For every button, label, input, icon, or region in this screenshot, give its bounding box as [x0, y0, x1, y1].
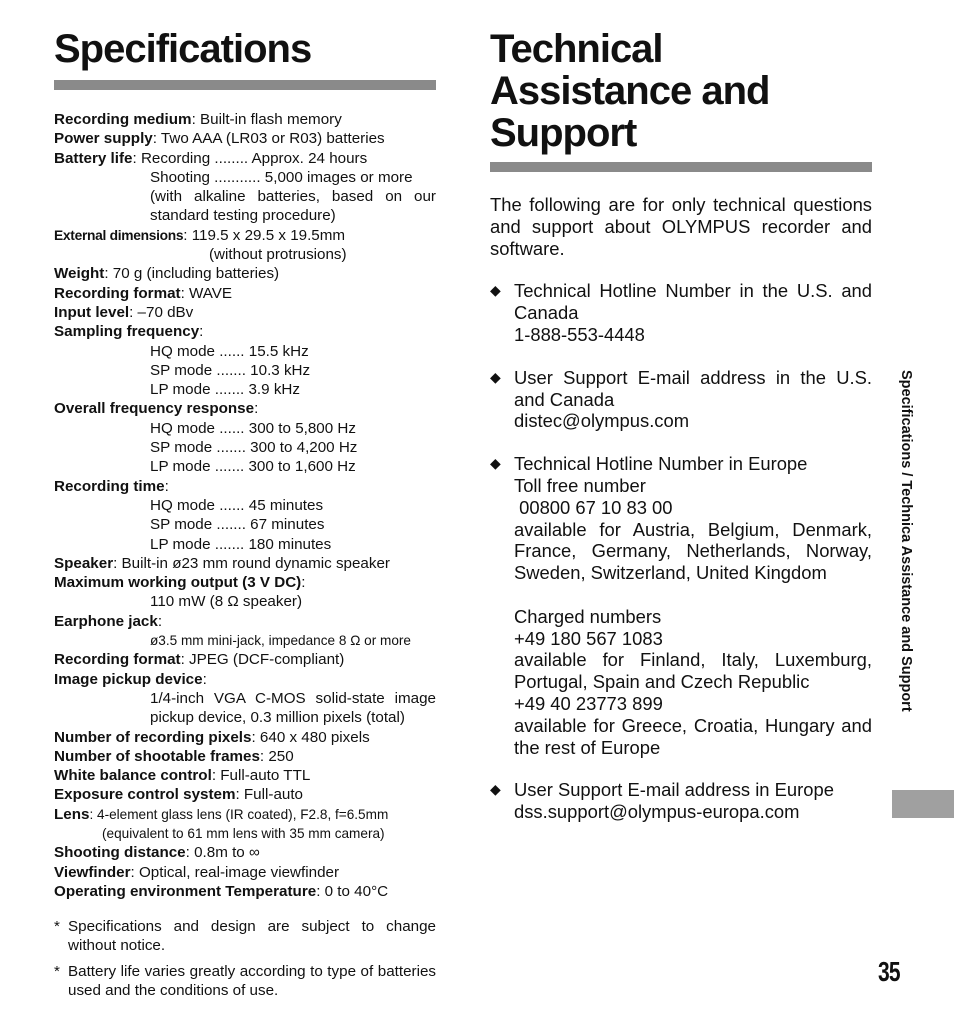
spec-value: : 119.5 x 29.5 x 19.5mm: [183, 226, 346, 244]
availability-text: available for Finland, Italy, Luxemburg, Portugal, Spain and Czech Republic: [514, 649, 872, 693]
support-item-title: Technical Hotline Number in Europe: [514, 453, 808, 475]
spec-time-sp: SP mode ....... 67 minutes: [150, 516, 325, 534]
spec-label: Viewfinder: [54, 863, 131, 881]
spec-colon: :: [164, 477, 169, 495]
spec-label: Maximum working output (3 V DC): [54, 574, 302, 592]
spec-lens-note: (equivalent to 61 mm lens with 35 mm camera): [102, 825, 385, 841]
toll-free-label: Toll free number: [514, 474, 646, 496]
spec-external-dimensions: [54, 226, 436, 245]
spec-label: Number of shootable frames: [54, 747, 260, 765]
spec-recording-format-image: [54, 650, 436, 669]
spec-value: : Optical, real-image viewfinder: [130, 863, 340, 881]
spec-value: : WAVE: [180, 284, 233, 302]
email-address: dss.support@olympus-europa.com: [514, 801, 800, 823]
footnote-mark: *: [54, 918, 60, 936]
footnote-mark: *: [54, 962, 60, 980]
diamond-bullet-icon: ◆: [490, 455, 501, 472]
support-item-body: [514, 367, 872, 432]
spec-label: Battery life: [54, 149, 133, 167]
spec-value: : Full-auto TTL: [211, 767, 311, 785]
support-title: [490, 28, 872, 154]
spec-sampling-hq: HQ mode ...... 15.5 kHz: [150, 342, 309, 360]
spec-freq-lp: LP mode ....... 300 to 1,600 Hz: [150, 458, 356, 476]
spec-recording-time: [54, 477, 436, 496]
spec-overall-frequency: [54, 399, 436, 418]
spec-label: External dimensions: [54, 227, 184, 243]
support-item-body: [514, 453, 872, 758]
footnotes: [54, 917, 436, 1000]
spec-colon: :: [202, 670, 207, 688]
spec-speaker: [54, 554, 436, 573]
spec-recording-medium: [54, 110, 436, 129]
spec-lens: [54, 805, 436, 824]
phone-number: 00800 67 10 83 00: [514, 496, 673, 518]
spec-label: Speaker: [54, 554, 114, 572]
spec-freq-sp: SP mode ....... 300 to 4,200 Hz: [150, 439, 358, 457]
spec-label: Weight: [54, 265, 105, 283]
spec-battery-shooting: Shooting ........... 5,000 images or more: [150, 168, 413, 186]
spec-time-hq: HQ mode ...... 45 minutes: [150, 496, 324, 514]
support-item-title: Technical Hotline Number in the U.S. and Canada: [514, 280, 872, 324]
spec-value: : 250: [259, 747, 294, 765]
spec-label: Operating environment Temperature: [54, 882, 317, 900]
title-underline-bar: [54, 80, 436, 90]
support-item-title: User Support E-mail address in the U.S. and Canada: [514, 366, 872, 410]
spec-value: : 0 to 40°C: [316, 882, 389, 900]
spec-earphone-value: ø3.5 mm mini-jack, impedance 8 Ω or more: [150, 633, 411, 649]
spec-recording-format: [54, 284, 436, 303]
support-item-body: [514, 280, 872, 345]
spec-colon: :: [157, 612, 163, 630]
spec-label: Number of recording pixels: [54, 728, 252, 746]
title-underline-bar: [490, 162, 872, 172]
support-item-europe-email: [490, 779, 872, 823]
spec-image-pickup-value: 1/4-inch VGA C-MOS solid-state image pickup device, 0.3 million pixels (total): [150, 689, 436, 727]
spec-value: : 640 x 480 pixels: [251, 728, 370, 746]
spec-time-lp: LP mode ....... 180 minutes: [150, 535, 332, 553]
spec-label: Earphone jack: [54, 612, 158, 630]
spec-value: : Two AAA (LR03 or R03) batteries: [152, 130, 385, 148]
spec-freq-hq: HQ mode ...... 300 to 5,800 Hz: [150, 419, 356, 437]
spec-earphone-jack: [54, 612, 436, 631]
spec-max-output: [54, 573, 436, 592]
spec-value: : Recording ........ Approx. 24 hours: [132, 149, 368, 167]
spec-value: : 0.8m to ∞: [185, 844, 260, 862]
footnote-text: Specifications and design are subject to change without notice.: [68, 918, 436, 955]
spec-label: Sampling frequency: [54, 323, 200, 341]
spec-viewfinder: [54, 863, 436, 882]
spec-dimensions-note: (without protrusions): [209, 246, 347, 264]
specifications-list: [54, 110, 436, 901]
spec-battery-note: (with alkaline batteries, based on our standard testing procedure): [150, 188, 436, 225]
spec-value: : Built-in ø23 mm round dynamic speaker: [113, 554, 390, 572]
spec-label: Lens: [54, 805, 90, 823]
spec-power-supply: [54, 129, 436, 148]
spacer: [514, 584, 872, 606]
charged-numbers-label: Charged numbers: [514, 605, 662, 627]
diamond-bullet-icon: ◆: [490, 282, 501, 299]
spec-value: : –70 dBv: [129, 303, 194, 321]
support-title-line: Technical: [490, 27, 663, 71]
spec-label: Recording format: [54, 651, 181, 669]
spec-weight: [54, 264, 436, 283]
spec-sampling-frequency: [54, 322, 436, 341]
spec-max-output-value: 110 mW (8 Ω speaker): [150, 593, 303, 611]
spec-label: Overall frequency response: [54, 400, 255, 418]
email-address: distec@olympus.com: [514, 410, 690, 432]
support-item-us-email: [490, 367, 872, 432]
diamond-bullet-icon: ◆: [490, 368, 501, 385]
spec-input-level: [54, 303, 436, 322]
spec-colon: :: [254, 400, 259, 418]
availability-text: available for Greece, Croatia, Hungary and the rest of Europe: [514, 714, 872, 758]
spec-label: Exposure control system: [54, 786, 236, 804]
spec-label: Image pickup device: [54, 670, 203, 688]
support-item-us-hotline: [490, 280, 872, 345]
spec-label: White balance control: [54, 767, 212, 785]
spec-exposure: [54, 785, 436, 804]
spec-value: : JPEG (DCF-compliant): [180, 651, 345, 669]
phone-number: +49 180 567 1083: [514, 627, 663, 649]
spec-shooting-distance: [54, 843, 436, 862]
specifications-title: Specifications: [54, 27, 312, 71]
spec-battery-life: [54, 149, 436, 168]
support-column: [490, 28, 872, 823]
support-title-line: Assistance and: [490, 69, 770, 113]
support-item-europe-hotline: [490, 453, 872, 758]
spec-label: Power supply: [54, 130, 153, 148]
spec-num-pixels: [54, 728, 436, 747]
side-section-tab: [892, 790, 954, 818]
spec-value: : Built-in flash memory: [191, 111, 342, 128]
spec-sampling-sp: SP mode ....... 10.3 kHz: [150, 361, 311, 379]
spec-value: : Full-auto: [235, 786, 303, 804]
spec-colon: :: [199, 323, 204, 341]
spec-label: Recording time: [54, 477, 165, 495]
spec-operating-temperature: [54, 882, 436, 901]
spec-label: Input level: [54, 303, 130, 321]
spec-label: Recording medium: [54, 111, 192, 128]
footnote: [54, 917, 436, 956]
diamond-bullet-icon: ◆: [490, 781, 501, 798]
phone-number: 1-888-553-4448: [514, 323, 645, 345]
spec-white-balance: [54, 766, 436, 785]
spec-label: Shooting distance: [54, 844, 186, 862]
footnote: [54, 962, 436, 1001]
specifications-column: [54, 28, 436, 1006]
spec-value: : 4-element glass lens (IR coated), F2.8, f=6.5mm: [89, 806, 389, 822]
availability-text: available for Austria, Belgium, Denmark, France, Germany, Netherlands, Norway, Sweden, Switzerland, United Kingdom: [514, 518, 872, 584]
spec-label: Recording format: [54, 284, 181, 302]
support-intro: The following are for only technical questions and support about OLYMPUS recorder and software.: [490, 194, 872, 259]
spec-num-frames: [54, 747, 436, 766]
footnote-text: Battery life varies greatly according to type of batteries used and the conditions of use.: [68, 962, 436, 1000]
page-number: 35: [878, 956, 900, 987]
support-item-body: [514, 779, 872, 823]
spec-colon: :: [301, 574, 306, 592]
phone-number: +49 40 23773 899: [514, 692, 663, 714]
spec-value: : 70 g (including batteries): [104, 265, 280, 283]
side-section-label: Specifications / Technica Assistance and Support: [898, 370, 914, 712]
spec-image-pickup: [54, 670, 436, 689]
support-item-title: User Support E-mail address in Europe: [514, 779, 834, 801]
spec-sampling-lp: LP mode ....... 3.9 kHz: [150, 381, 300, 399]
support-title-line: Support: [490, 111, 637, 155]
